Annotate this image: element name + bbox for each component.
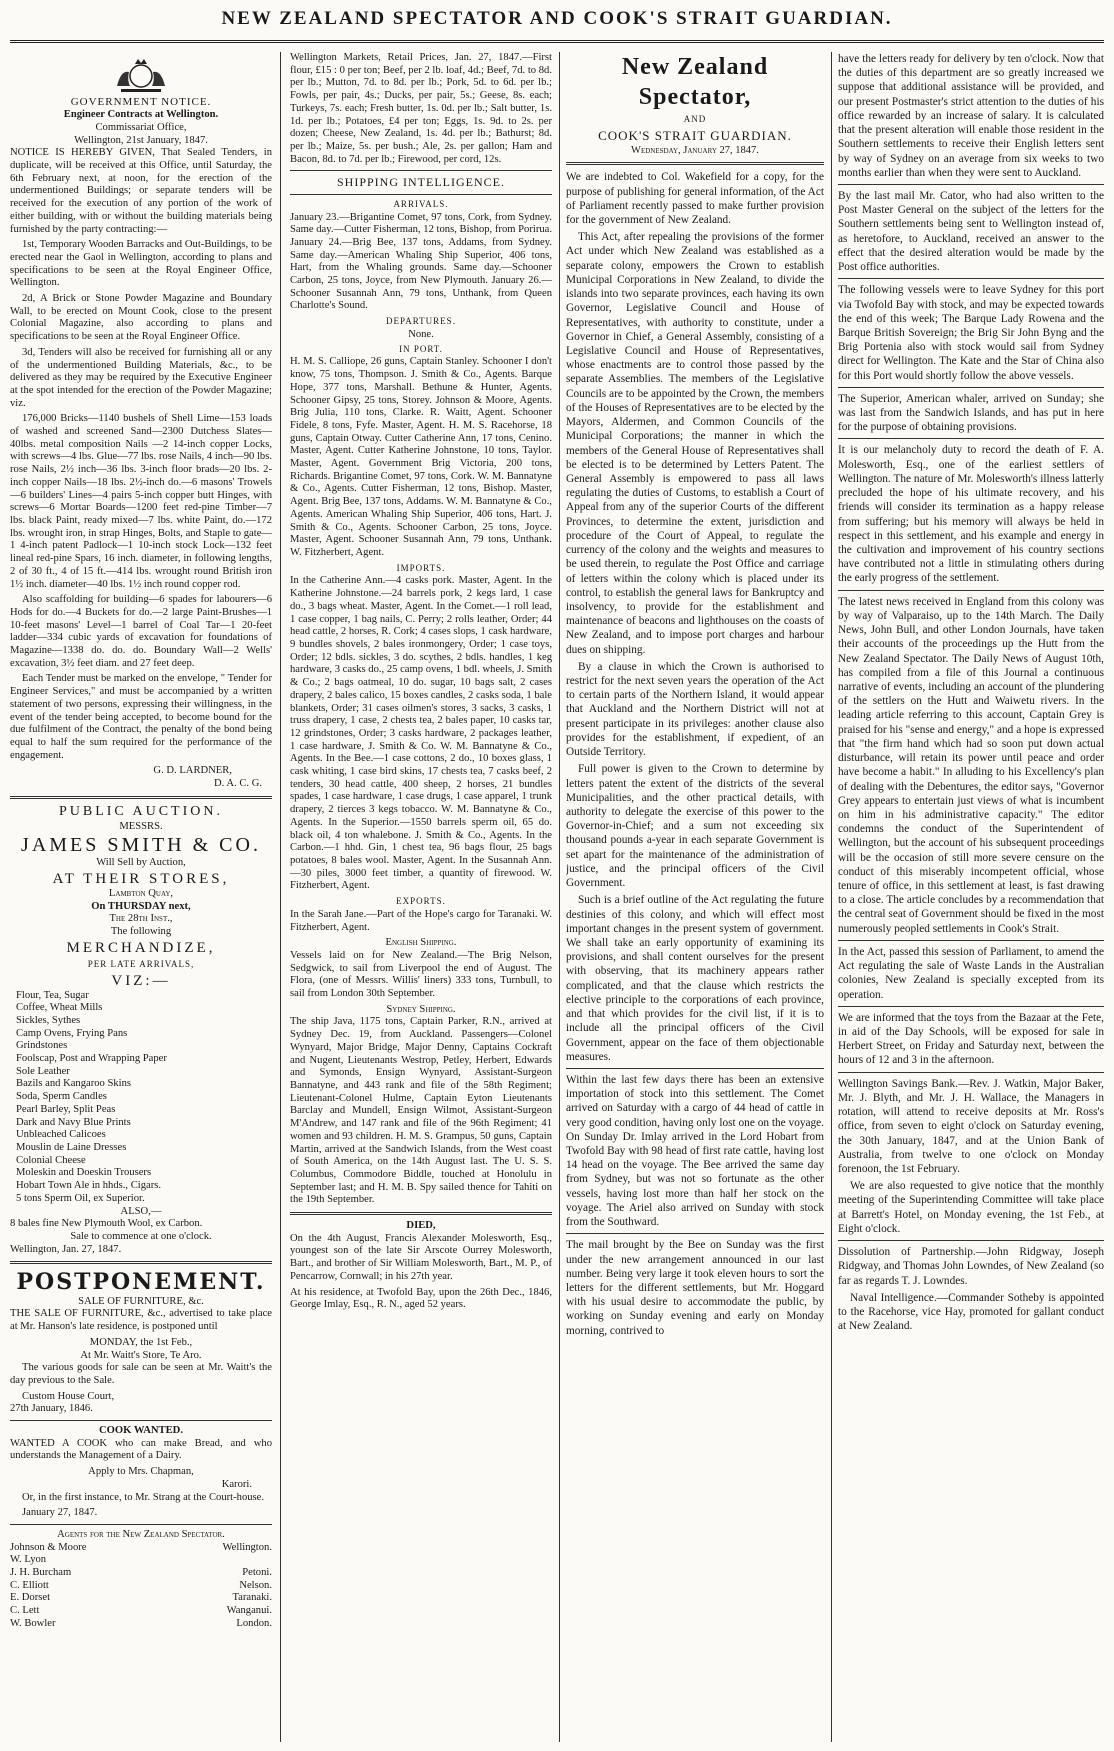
agent-name: W. Lyon xyxy=(10,1554,47,1566)
news-paragraph: The mail brought by the Bee on Sunday was the first under the new arrangement announced in our last number. Being very large it took eleven hours to sort the letters for the different settlements, but Mr. Hoggard with his usual desire to accommodate the public, by working on Sunday evening and early on Monday morning, contrived to xyxy=(566,1239,824,1337)
also-label: ALSO,— xyxy=(120,1205,162,1217)
divider xyxy=(566,1233,824,1234)
paper-subtitle: COOK'S STRAIT GUARDIAN. xyxy=(598,127,792,143)
editorial-paragraph: This Act, after repealing the provisions of the former Act under which New Zealand was established as a separate colony, empowers the Crown to establish Municipal Corporations in New Zealand, to divide the islands into two separate provinces, each having its own Governor, Legislative Council and House of Representatives, with authority to constitute, under a Governor in Chief, a General Assembly, consisting of a Legislative Council and House of Representatives, whose enactments are to control those passed by the separate Assemblies. The members of the Legislative Councils are to be appointed by the Crown, the members of the Houses of Representatives are to be elected by the Mayors, Aldermen, and Common Councils of the Municipal Corporations; the manner in which the members of the General House of Representatives shall be elected is to be determined by Letters Patent. The General Assembly is empowered to pass all laws regulating the duties of Customs, to establish a Court of Appeal from any of the superior Courts of the different Provinces, to determine the extent, jurisdiction and procedure of the Court of Appeal, to regulate the currency of the colony and the weights and measures to be used therein, to regulate the Post Office and carriage of letters within the colony which is placed under its control, to establish the general laws for Bankruptcy and insolvency, to provide for the establishment and maintenance of beacons and lighthouses on the coasts of New Zealand, and to impose port charges and harbour dues on shipping. xyxy=(566,231,824,656)
agent-row xyxy=(10,1592,272,1605)
sale-time: Sale to commence at one o'clock. xyxy=(70,1230,212,1242)
agent-name: E. Dorset xyxy=(10,1592,51,1604)
auction-heading: PUBLIC AUCTION. xyxy=(58,803,223,819)
column-3 xyxy=(566,52,824,1742)
commissariat: Commissariat Office, xyxy=(95,121,187,133)
news-paragraph: It is our melancholy duty to record the death of F. A. Molesworth, Esq., one of the earliest settlers of Wellington. The nature of Mr. Molesworth's illness latterly precluded the hope of his ultimate recovery, and his friends will consider its termination as a happy release from suffering; but his memory will always be held in respect in this settlement, and his example and energy in the cultivation and improvement of his country sections have contributed not a little in stimulating others during the early progress of the settlement. xyxy=(838,444,1104,585)
postponement-place: At Mr. Waitt's Store, Te Aro. xyxy=(80,1349,202,1361)
column-4 xyxy=(838,52,1104,1742)
postponement-date: MONDAY, the 1st Feb., xyxy=(89,1336,193,1348)
editorial-paragraph: Full power is given to the Crown to determine by letters patent the extent of the districts of the several Municipalities, and the other practical details, with authority to delegate the exercise of this power to the Governor-in-Chief; and a sum not exceeding six thousand pounds a-year in each separate Government is set apart for the maintenance of the administration of justice, and the principal officers of the Civil Government. xyxy=(566,763,824,890)
sydney-shipping-heading: Sydney Shipping. xyxy=(386,1003,456,1015)
agent-place: Wellington. xyxy=(222,1541,272,1553)
agent-name: W. Bowler xyxy=(10,1617,56,1629)
divider xyxy=(10,1420,272,1421)
divider xyxy=(10,796,272,799)
goods-list xyxy=(10,990,272,1206)
divider xyxy=(566,162,824,165)
died-heading: DIED, xyxy=(406,1220,436,1232)
divider xyxy=(838,1240,1104,1241)
divider xyxy=(838,1072,1104,1073)
auction-date: The 28th Inst., xyxy=(109,913,173,925)
divider xyxy=(566,1068,824,1069)
divider xyxy=(838,1006,1104,1007)
news-paragraph: The latest news received in England from this colony was by way of Valparaiso, up to the 14th March. The Daily News, John Bull, and other London Journals, have taken their accounts of the proceedings up the Hutt from the New Zealand Spectator. The Daily News of August 10th, has compiled from a file of this Journal a continuous narrative of events, including an account of the plundering of the settlers on the Hutt and Waiwetu rivers. In the leading article referring to this account, Captain Grey is praised for his "sense and energy," and a hope is expressed that "the firm hand which had so soon put down actual disturbance, will retain its power until peace and order have become a habit." In alluding to his Excellency's plan of dealing with the Debentures, the editor says, "Governor Grey appears to entertain just views of what is incumbent on him in his administrative capacity." The editor condemns the conduct of the Superintendent of Wellington, but the account of his subsequent proceedings will be the occasion of still more severe censure on the conduct of this miserably incompetent official, whose tenure of office, in this settlement at least, is fast drawing to a close. The article concludes by a recommendation that the central seat of Government should be fixed in the most numerously peopled settlements in Cook's Strait. xyxy=(838,595,1104,935)
news-paragraph: We are also requested to give notice that the monthly meeting of the Superintending Committee will take place at Barrett's Hotel, on Monday evening, the 1st Feb., at Eight o'clock. xyxy=(838,1180,1104,1235)
column-divider xyxy=(280,52,281,1742)
paper-title: New Zealand Spectator, xyxy=(621,54,769,111)
news-paragraph: We are informed that the toys from the Bazaar at the Fete, in aid of the Day Schools, will be exposed for sale in Herbert Street, on Friday and Saturday next, between the hours of 12 and 3 in the afternoon. xyxy=(838,1011,1104,1067)
notice-paragraph: 2d, A Brick or Stone Powder Magazine and Boundary Wall, to be erected on Mount Cook, close to the present Colonial Magazine, also according to plans and specifications to be seen at the Royal Engineer Office. xyxy=(10,293,272,343)
agent-place: Taranaki. xyxy=(232,1592,272,1604)
news-paragraph: By the last mail Mr. Cator, who had also written to the Post Master General on the subject of the letters for the Southern settlements being sent to Wellington instead of, as heretofore, to Auckland, received an answer to the effect that the desired alteration would be made by the Post office authorities. xyxy=(838,189,1104,274)
goods-item: Moleskin and Doeskin Trousers xyxy=(16,1167,152,1179)
departures-text: None. xyxy=(408,328,434,340)
goods-item: Flour, Tea, Sugar xyxy=(16,989,89,1001)
inport-heading: IN PORT. xyxy=(399,343,443,354)
english-shipping-heading: English Shipping. xyxy=(385,937,457,949)
agent-row xyxy=(10,1618,272,1631)
masthead: NEW ZEALAND SPECTATOR AND COOK'S STRAIT GUARDIAN. xyxy=(221,8,893,29)
imports-text: In the Catherine Ann.—4 casks pork. Master, Agent. In the Katherine Johnstone.—24 barrels pork, 2 kegs lard, 1 case do., 3 bags wheat. Master, Agent. In the Comet.—1 roll lead, 1 case copper, 1 bag nails, C. Perry; 2 rolls leather, Order; 44 head cattle, 2 horses, R. Cork; 4 cases slops, 1 cask hardware, 9 bundles shovels, 2 bales ironmongery, Order; 1 case toys, Order; 12 bdls. sickles, 3 do. scythes, 2 bdls. handles, 1 keg hardware, 3 casks do., 25 camp ovens, 1 bdl. wheels, J. Smith & Co.; 2 bags oatmeal, 10 do. sugar, 10 bags salt, 2 cases drapery, 2 bales calico, 15 boxes candles, 2 casks soda, 1 bale blankets, Order; 31 cases oilmen's stores, 3 sacks, 3 casks, 1 truss drapery, 1 case, 2 chests tea, 2 bales paper, 10 casks tar, 12 grindstones, Order; 3 casks hardware, 2 packages leather, 1 case hardware, J. Smith & Co. W. M. Bannatyne & Co., Agents. In the Bee.—1 case cottons, 2 do., 10 boxes glass, 1 cask whiting, 1 case bird skins, 17 chests tea, 7 casks beef, 2 tenders, 30 head cattle, 400 sheep, 2 horses, 21 bundles spades, 1 case hardware, 1 case drugs, 1 case apparel, 1 trunk drapery, 2 tierces 3 kegs tobacco. W. M. Bannatyne & Co., Agents. In the Superior.—1550 barrels sperm oil, 65 do. black oil, 4 ton whalebone. J. Smith & Co., Agents. In the Carbon.—1 hhd. Gin, 1 chest tea, 96 bags flour, 25 bags potatoes, 8 bales wool. Master, Agent. In the Susannah Ann.—30 piles, 3000 feet timber, a quantity of firewood. W. Fitzherbert, Agent. xyxy=(290,575,552,892)
column-divider xyxy=(831,52,832,1742)
agent-row xyxy=(10,1605,272,1618)
divider xyxy=(290,170,552,171)
auction-firm: JAMES SMITH & CO. xyxy=(21,834,261,857)
cook-apply: Apply to Mrs. Chapman, xyxy=(88,1466,194,1478)
news-paragraph: The following vessels were to leave Sydney for this port via Twofold Bay with stock, and may be expected towards the end of this week; The Barque Lady Rowena and the Barque British Sovereign; the Brig Sir John Byng and the Brig Portenia also with stock would sail from Sydney direct for Wellington. The Kate and the Star of China also for this Port would shortly follow the above vessels. xyxy=(838,284,1104,382)
auction-merchandize: MERCHANDIZE, xyxy=(66,939,216,956)
notice-paragraph: 3d, Tenders will also be received for furnishing all or any of the undermentioned Building Materials, &c., to be delivered as they may be required by the Executive Engineer at the spot intended for the erection of the Powder Magazine; viz. xyxy=(10,346,272,409)
postponement-note: The various goods for sale can be seen at Mr. Waitt's the day previous to the Sale. xyxy=(10,1362,272,1386)
goods-item: Sickles, Sythes xyxy=(16,1014,81,1026)
agent-name: C. Lett xyxy=(10,1605,40,1617)
sale-furniture: SALE OF FURNITURE, &c. xyxy=(78,1295,204,1307)
goods-item: Grindstones xyxy=(16,1040,68,1052)
divider xyxy=(10,1524,272,1525)
cook-place: Karori. xyxy=(221,1478,252,1490)
auction-will-sell: Will Sell by Auction, xyxy=(96,857,186,869)
divider xyxy=(290,1212,552,1215)
shipping-heading: SHIPPING INTELLIGENCE. xyxy=(337,175,505,190)
divider xyxy=(838,278,1104,279)
auction-viz: VIZ:— xyxy=(111,972,171,989)
notice-paragraph: Also scaffolding for building—6 spades for labourers—6 Hods for do.—4 Buckets for do.—2 large Paint-Brushes—1 10-feet masons' Level—1 barrel of Coal Tar—1 20-feet ladder—334 cubic yards of excavation for foundations of Magazine—1338 do. do. do. Boundary Wall—2 Wells' excavation, 3½ feet diam. and 27 feet deep. xyxy=(10,594,272,669)
column-1 xyxy=(10,52,272,1742)
agent-place: Petoni. xyxy=(242,1567,272,1579)
column-divider xyxy=(559,52,560,1742)
goods-item: 5 tons Sperm Oil, ex Superior. xyxy=(16,1192,145,1204)
goods-item: Camp Ovens, Frying Pans xyxy=(16,1027,128,1039)
notice-paragraph: Each Tender must be marked on the envelope, " Tender for Engineer Services," and must be accompanied by a written statement of two persons, expressing their willingness, in the event of the tender being accepted, to become bound for the due fulfilment of the Contract, the penalty of the bond being equal to half the sum required for the performance of the engagement. xyxy=(10,673,272,761)
goods-item: Hobart Town Ale in hhds., Cigars. xyxy=(16,1180,162,1192)
notice-paragraph: 1st, Temporary Wooden Barracks and Out-Buildings, to be erected near the Gaol in Wellington, according to plans and specifications to be seen at the Royal Engineer Office, Wellington. xyxy=(10,239,272,289)
cook-text: WANTED A COOK who can make Bread, and who understands the Management of a Dairy. xyxy=(10,1437,272,1462)
agent-place: London. xyxy=(236,1617,272,1629)
exports-heading: EXPORTS. xyxy=(396,896,446,907)
gov-notice-subheading: Engineer Contracts at Wellington. xyxy=(63,109,219,121)
auction-at: AT THEIR STORES, xyxy=(52,870,230,887)
agents-table xyxy=(10,1542,272,1631)
agent-row xyxy=(10,1554,272,1567)
agent-name: C. Elliott xyxy=(10,1579,49,1591)
agent-row xyxy=(10,1567,272,1580)
english-shipping-text: Vessels laid on for New Zealand.—The Brig Nelson, Sedgwick, to sail from Liverpool the end of August. The Flora, (one of Messrs. Willis' liners) 333 tons, Turnbull, to sail from London 30th September. xyxy=(290,949,552,1000)
divider xyxy=(838,940,1104,941)
news-paragraph: The Superior, American whaler, arrived on Sunday; she was last from the Sandwich Islands, and has put in here for the purpose of obtaining provisions. xyxy=(838,392,1104,434)
goods-item: Soda, Sperm Candles xyxy=(16,1091,107,1103)
royal-crest-icon xyxy=(111,56,171,94)
agents-heading: Agents for the New Zealand Spectator. xyxy=(57,1528,225,1540)
masthead-rule xyxy=(10,40,1104,43)
signature-name: G. D. LARDNER, xyxy=(153,765,232,777)
auction-day: On THURSDAY next, xyxy=(91,900,191,912)
auction-place: Lambton Quay, xyxy=(108,887,174,899)
news-paragraph: Within the last few days there has been an extensive importation of stock into this settlement. The Comet arrived on Saturday with a cargo of 44 head of cattle in very good condition, having only lost one on the voyage. On Sunday Dr. Imlay arrived in the Lord Hobart from Twofold Bay with 98 head of first rate cattle, having lost 14 head on the voyage. The Bee arrived the same day from Sydney, but was not so fortunate as the other vessels, having lost more than half her stock on the voyage. The Ariel also arrived on Sunday with stock from the Southward. xyxy=(566,1073,824,1229)
arrivals-text: January 23.—Brigantine Comet, 97 tons, Cork, from Sydney. Same day.—Cutter Fisherman, 12 tons, Bishop, from Porirua. January 24.—Brig Bee, 137 tons, Addams, from Sydney. Same day.—American Whaling Ship Superior, 406 tons, Hart, from the Whaling grounds. Same day.—Schooner Carbon, 25 tons, Joyce, from New Plymouth. January 26.—Schooner Susannah Ann, 79 tons, Unthank, from Queen Charlotte's Sound. xyxy=(290,211,552,312)
cook-alt: Or, in the first instance, to Mr. Strang at the Court-house. xyxy=(22,1491,265,1503)
gov-notice-heading: GOVERNMENT NOTICE. xyxy=(70,96,212,108)
agent-place: Nelson. xyxy=(239,1579,272,1591)
news-paragraph: have the letters ready for delivery by ten o'clock. Now that the duties of this department are so greatly increased we suppose that additional assistance will be provided, and our present Postmaster's strict attention to the duties of his office rewarded by an increase of salary. It is calculated that the present alteration will enable those resident in the Southern settlements to receive their English letters sent by way of Sydney on an average from six weeks to two months earlier than when they were sent to Auckland. xyxy=(838,53,1104,179)
goods-item: Unbleached Calicoes xyxy=(16,1129,106,1141)
divider xyxy=(10,1261,272,1264)
inport-text: H. M. S. Calliope, 26 guns, Captain Stanley. Schooner I don't know, 75 tons, Thompson. J. Smith & Co., Agents. Barque Hope, 377 tons, Marshall. Bethune & Hunter, Agents. Schooner Gipsy, 25 tons, Storey. Johnson & Moore, Agents. Brig Julia, 110 tons, Clarke. R. Waitt, Agent. Schooner Fidele, 8 tons, Fyfe. Master, Agent. H. M. S. Racehorse, 18 guns, Captain Otway. Cutter Catherine Ann, 17 tons, Cenino. Master, Agent. Cutter Katherine Johnstone, 10 tons, Taylor. Master, Agent. Government Brig Victoria, 200 tons, Richards. Brigantine Comet, 97 tons, Cork. W. M. Bannatyne & Co., Agents. Cutter Fisherman, 12 tons, Bishop. Master, Agent. Brig Bee, 137 tons, Addams. W. M. Bannatyne & Co., Agents. American Whaling Ship Superior, 406 tons, Hart. J. Smith & Co., Agents. Schooner Carbon, 25 tons, Joyce. Master, Agent. Schooner Susannah Ann, 79 tons, Unthank. W. Fitzherbert, Agent. xyxy=(290,356,552,558)
goods-item: Pearl Barley, Split Peas xyxy=(16,1103,116,1115)
auction-following: The following xyxy=(110,926,172,938)
signature-title: D. A. C. G. xyxy=(214,778,262,790)
postponement-text: THE SALE OF FURNITURE, &c., advertised to take place at Mr. Hanson's late residence, is postponed until xyxy=(10,1308,272,1333)
news-paragraph: In the Act, passed this session of Parliament, to amend the Act regulating the sale of Waste Lands in the Australian colonies, New Zealand is specially excepted from its operation. xyxy=(838,945,1104,1001)
auction-dateline: Wellington, Jan. 27, 1847. xyxy=(10,1243,122,1255)
postponement-court: Custom House Court, xyxy=(22,1390,115,1402)
cook-date: January 27, 1847. xyxy=(22,1507,98,1519)
goods-item: Sole Leather xyxy=(16,1065,70,1077)
imports-heading: IMPORTS. xyxy=(396,562,446,573)
goods-item: Bazils and Kangaroo Skins xyxy=(16,1078,132,1090)
auction-per-arrivals: PER LATE ARRIVALS, xyxy=(87,958,195,969)
goods-item: Dark and Navy Blue Prints xyxy=(16,1116,131,1128)
postponement-heading: POSTPONEMENT. xyxy=(16,1269,266,1296)
postponement-dateline: 27th January, 1846. xyxy=(10,1403,93,1415)
agent-name: Johnson & Moore xyxy=(10,1541,87,1553)
column-2 xyxy=(290,52,552,1742)
goods-item: Coffee, Wheat Mills xyxy=(16,1002,103,1014)
cook-heading: COOK WANTED. xyxy=(99,1425,183,1437)
agent-name: J. H. Burcham xyxy=(10,1567,72,1579)
paper-title-and: AND xyxy=(683,114,707,125)
editorial-paragraph: Such is a brief outline of the Act regulating the future destinies of this colony, and which will effect most important changes in the present system of government. We shall take an early opportunity of examining its provisions, and shall content ourselves for the present with observing, that its machinery appears rather complicated, and that the clause which restricts the elective principle to the corporations of each province, and that which provides for the civil list, if it is to include all the principal officers of the Civil Government, appear on the face of them objectionable measures. xyxy=(566,894,824,1063)
divider xyxy=(290,194,552,195)
agent-row xyxy=(10,1580,272,1593)
auction-messrs: MESSRS. xyxy=(119,820,163,832)
arrivals-heading: ARRIVALS. xyxy=(393,198,449,209)
news-paragraph: Wellington Savings Bank.—Rev. J. Watkin, Major Baker, Mr. J. Blyth, and Mr. J. H. Wallace, the Managers in rotation, will attend to receive deposits at Mr. Ross's office, from seven to eight o'clock on Saturday evening, the 30th January, 1847, and at the Union Bank of Australia, from twelve to one o'clock on Monday forenoon, the 1st February. xyxy=(838,1077,1104,1175)
divider xyxy=(838,184,1104,185)
sydney-shipping-text: The ship Java, 1175 tons, Captain Parker, R.N., arrived at Sydney Dec. 19, from Auckland. Passengers—Colonel Wynyard, Major Bridge, Major Denny, Captains Cockraft and Nugent, Lieutenants Westrop, Petley, Herbert, Edwards and Symonds, Ensign Wynyard, Assistant-Surgeon Bannatyne, and 443 rank and file of the 58th Regiment; Lieutenant-Colonel Hulme, Captain Eyton Lieutenants Barclay and Mundell, Ensign Wilmot, Assistant-Surgeon M'Andrew, and 147 rank and file of the 96th Regiment; 41 women and 93 children. H. M. S. Grampus, 50 guns, Captain Martin, arrived at the Sandwich Islands, from the West coast of South America, on the 14th August last. The U. S. S. Columbus, Commodore Biddle, touched at Honolulu in September last; and H. M. B. Spy sailed thence for Tahiti on the 19th September. xyxy=(290,1016,552,1206)
editorial-paragraph: We are indebted to Col. Wakefield for a copy, for the purpose of publishing for general information, of the Act of Parliament recently passed to make further provision for the government of New Zealand. xyxy=(566,171,824,227)
died-notice: On the 4th August, Francis Alexander Molesworth, Esq., youngest son of the late Sir Arscote Ourrey Molesworth, Bart., and brother of Sir William Molesworth, Bart., M. P., of Pencarrow, Cornwall; in his 27th year. xyxy=(290,1232,552,1282)
exports-text: In the Sarah Jane.—Part of the Hope's cargo for Taranaki. W. Fitzherbert, Agent. xyxy=(290,908,552,933)
commissariat-date: Wellington, 21st January, 1847. xyxy=(74,134,208,146)
notice-paragraph: 176,000 Bricks—1140 bushels of Shell Lime—153 loads of washed and screened Sand—2300 Dutchess Slates—40lbs. metal composition Nails —2 14-inch copper Locks, with screws—4 lbs. Glue—77 lbs. rose Nails, 4 inch—90 lbs. rose Nails, 2½ inch—36 lbs. 3-inch floor brads—20 lbs. 2-inch copper Nails—18 lbs. 2½-inch do.—6 masons' Trowels—6 builders' Lines—4 pairs 5-inch copper butt Hinges, with screws—6 Mortar Boards—1200 feet red-pine Timber—7 lbs. black Paint, ready mixed—7 lbs. white Paint, do.—172 lbs. wrought iron, in strap Hinges, Bolts, and Staple to gate—1 4-inch patent Padlock—1 10-inch stock Lock—132 feet lineal red-pine Spars, 16 inch. diameter, in following lengths, 2 of 30 ft., 4 of 15 ft.—414 lbs. wrought round British iron 1½ inch. diameter—40 lbs. 1½ inch round copper rod. xyxy=(10,413,272,590)
goods-item: Foolscap, Post and Wrapping Paper xyxy=(16,1053,167,1065)
departures-heading: DEPARTURES. xyxy=(386,316,456,327)
news-paragraph: Naval Intelligence.—Commander Sotheby is appointed to the Racehorse, vice Hay, promoted for gallant conduct at New Zealand. xyxy=(838,1291,1104,1333)
also-text: 8 bales fine New Plymouth Wool, ex Carbon. xyxy=(10,1218,203,1230)
divider xyxy=(838,590,1104,591)
goods-item: Mouslin de Laine Dresses xyxy=(16,1142,127,1153)
paper-dateline: Wednesday, January 27, 1847. xyxy=(631,145,759,157)
notice-paragraph: NOTICE IS HEREBY GIVEN, That Sealed Tenders, in duplicate, will be received at this Office, until Saturday, the 6th February next, at noon, for the erection of the undermentioned Buildings; or separate tenders will be received for the execution of any portion of the work of either building, with or without the building materials being furnished by the party contracting:— xyxy=(10,147,272,235)
divider xyxy=(838,387,1104,388)
agent-place: Wanganui. xyxy=(226,1605,272,1617)
markets-report: Wellington Markets, Retail Prices, Jan. 27, 1847.—First flour, £15 : 0 per ton; Beef, per 2 lb. loaf, 4d.; Beef, 7d. to 8d. per lb.; Mutton, 7d. to 8d. per lb.; Pork, 5d. to 6d. per lb.; Fowls, per pair, 4s.; Ducks, per pair, 5s.; Geese, 8s. each; Turkeys, 7s. each; Fresh butter, 1s. 0d. per lb.; Salt butter, 1s. 1d. per lb.; Potatoes, £4 per ton; Eggs, 1s. 9d. to 2s. per dozen; Cheese, New Zealand, 1s. 4d. per lb.; Bathurst; 8d. per lb.; Maize, 5s. per bush.; Ale, 2s. per gallon; Ham and Bacon, 8d. to 7d. per lb.; Firewood, per cord, 12s. xyxy=(290,52,552,165)
agent-place xyxy=(169,1554,272,1567)
agent-row xyxy=(10,1542,272,1555)
editorial-paragraph: By a clause in which the Crown is authorised to restrict for the next seven years the operation of the Act to certain parts of the Northern Island, it would appear that Auckland and the Northern District will not at present participate in its privileges: another clause also provides for the establishment, if expedient, of an Outside Territory. xyxy=(566,660,824,759)
divider xyxy=(838,438,1104,439)
goods-item: Colonial Cheese xyxy=(16,1154,86,1166)
died-notice: At his residence, at Twofold Bay, upon the 26th Dec., 1846, George Imlay, Esq., R. N., aged 52 years. xyxy=(290,1286,552,1311)
news-paragraph: Dissolution of Partnership.—John Ridgway, Joseph Ridgway, and Thomas John Lowndes, of New Zealand (so far as regards T. J. Lowndes. xyxy=(838,1246,1104,1287)
